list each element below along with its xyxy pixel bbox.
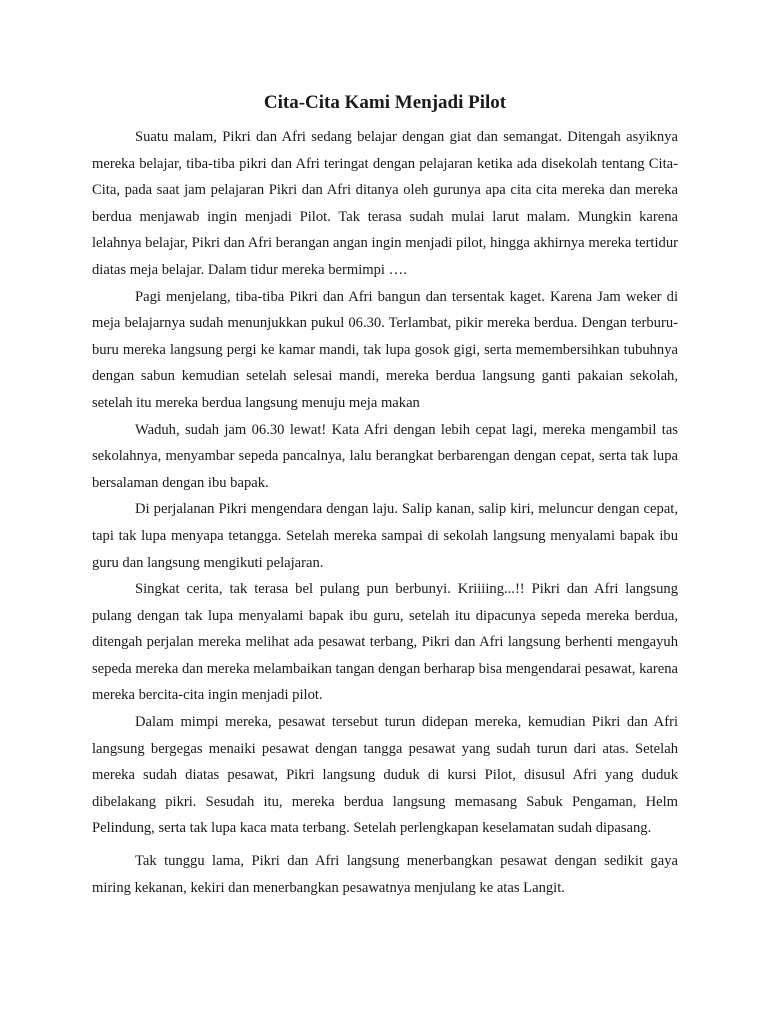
paragraph-3: Waduh, sudah jam 06.30 lewat! Kata Afri dengan lebih cepat lagi, mereka mengambil tas sekolahnya, menyambar sepeda pancalnya, lalu berangkat berbarengan dengan cepat, serta tak lupa bersalaman dengan ibu bapak. xyxy=(92,421,678,491)
document-title: Cita-Cita Kami Menjadi Pilot xyxy=(263,92,507,113)
paragraph-2: Pagi menjelang, tiba-tiba Pikri dan Afri bangun dan tersentak kaget. Karena Jam weker di meja belajarnya sudah menunjukkan pukul 06.30. Terlambat, pikir mereka berdua. Dengan terburu-buru mereka langsung pergi ke kamar mandi, tak lupa gosok gigi, serta memembersihkan tubuhnya dengan sabun kemudian setelah selesai mandi, mereka berdua langsung ganti pakaian sekolah, setelah itu mereka berdua langsung menuju meja makan xyxy=(92,288,678,411)
paragraph-6: Dalam mimpi mereka, pesawat tersebut turun didepan mereka, kemudian Pikri dan Afri langsung bergegas menaiki pesawat dengan tangga pesawat yang sudah turun dari atas. Setelah mereka sudah diatas pesawat, Pikri langsung duduk di kursi Pilot, disusul Afri yang duduk dibelakang pikri. Sesudah itu, mereka berdua langsung memasang Sabuk Pengaman, Helm Pelindung, serta tak lupa kaca mata terbang. Setelah perlengkapan keselamatan sudah dipasang. xyxy=(92,714,678,837)
document-body xyxy=(92,124,678,901)
document-page xyxy=(92,0,678,901)
paragraph-7: Tak tunggu lama, Pikri dan Afri langsung menerbangkan pesawat dengan sedikit gaya miring kekanan, kekiri dan menerbangkan pesawatnya menjulang ke atas Langit. xyxy=(92,853,678,896)
paragraph-5: Singkat cerita, tak terasa bel pulang pun berbunyi. Kriiiing...!! Pikri dan Afri langsung pulang dengan tak lupa menyalami bapak ibu guru, setelah itu dipacunya sepeda mereka berdua, ditengah perjalan mereka melihat ada pesawat terbang, Pikri dan Afri langsung berhenti mengayuh sepeda mereka dan mereka melambaikan tangan dengan berharap bisa mengendarai pesawat, karena mereka bercita-cita ingin menjadi pilot. xyxy=(92,581,678,704)
paragraph-1: Suatu malam, Pikri dan Afri sedang belajar dengan giat dan semangat. Ditengah asyiknya mereka belajar, tiba-tiba pikri dan Afri teringat dengan pelajaran ketika ada disekolah tentang Cita-Cita, pada saat jam pelajaran Pikri dan Afri ditanya oleh gurunya apa cita cita mereka dan mereka berdua menjawab ingin menjadi Pilot. Tak terasa sudah mulai larut malam. Mungkin karena lelahnya belajar, Pikri dan Afri berangan angan ingin menjadi pilot, hingga akhirnya mereka tertidur diatas meja belajar. Dalam tidur mereka bermimpi …. xyxy=(92,129,678,278)
paragraph-4: Di perjalanan Pikri mengendara dengan laju. Salip kanan, salip kiri, meluncur dengan cepat, tapi tak lupa menyapa tetangga. Setelah mereka sampai di sekolah langsung menyalami bapak ibu guru dan langsung mengikuti pelajaran. xyxy=(92,501,678,571)
